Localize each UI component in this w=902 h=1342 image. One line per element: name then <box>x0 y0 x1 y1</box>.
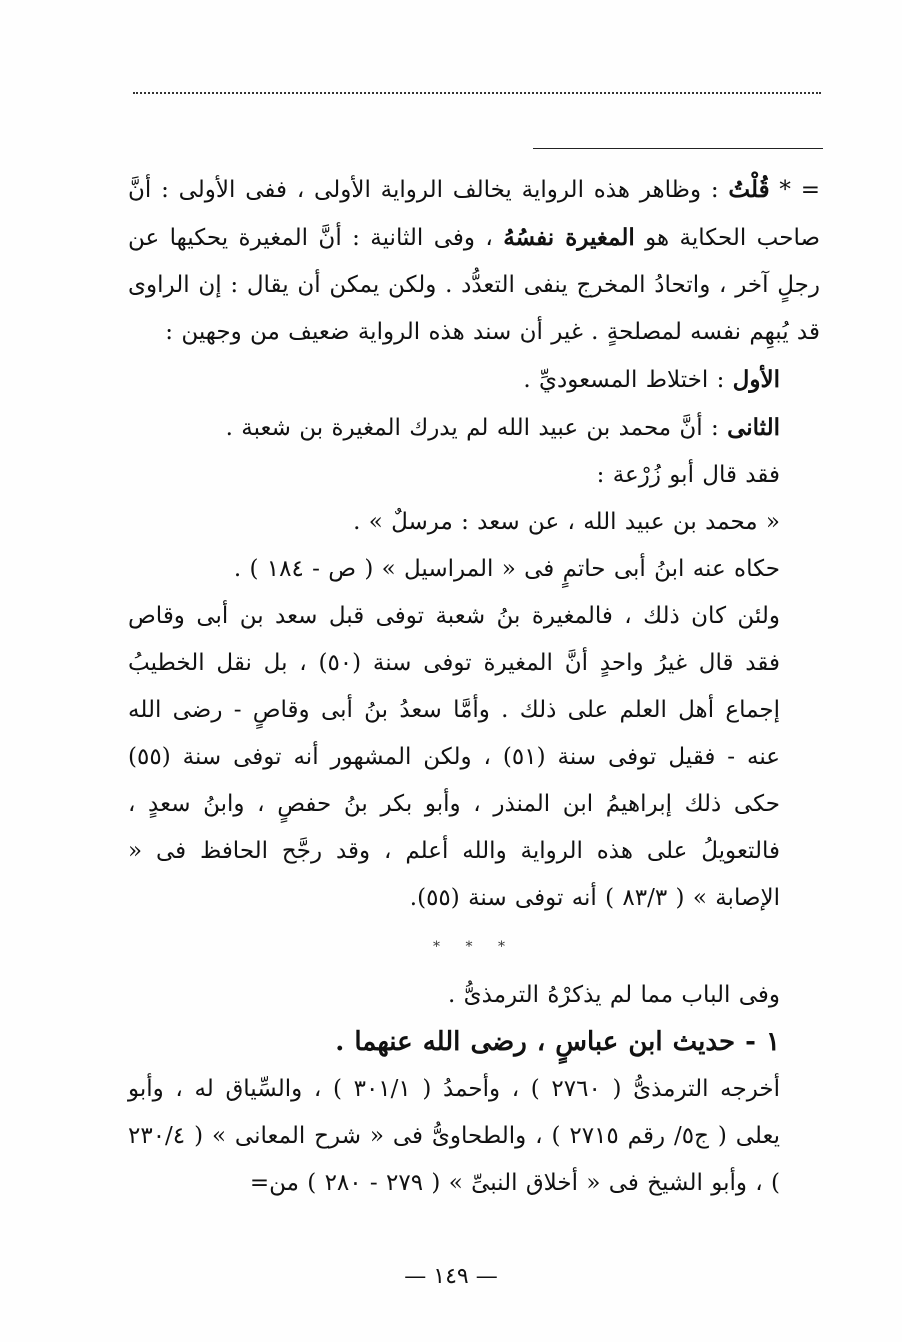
header-dotted-line <box>133 92 821 94</box>
hadith-heading: ١ - حديث ابن عباسٍ ، رضى الله عنهما . <box>335 1027 780 1057</box>
paragraph-walain: ولئن كان ذلك ، فالمغيرة بنُ شعبة توفى قبل سعد بن أبى وقاص فقد قال غيرُ واحدٍ أنَّ المغيرة توفى سنة (٥٠) ، بل نقل الخطيبُ إجماع أهل العلم على ذلك . وأمَّا سعدُ بنُ أبى وقاصٍ - رضى الله عنه - فقيل توفى سنة (٥١) ، ولكن المشهور أنه توفى سنة (٥٥) حكى ذلك إبراهيمُ ابن المنذر ، وأبو بكر بنُ حفصٍ ، وابنُ سعدٍ ، فالتعويلُ على هذه الرواية والله أعلم ، وقد رجَّح الحافظ فى « الإصابة » ( ٨٣/٣ ) أنه توفى سنة (٥٥). <box>128 603 780 911</box>
footnote-rule <box>533 148 823 149</box>
paragraph-takhrij: أخرجه الترمذىُّ ( ٢٧٦٠ ) ، وأحمدُ ( ٣٠١/١ ) ، والسِّياق له ، وأبو يعلى ( ج٥/ رقم ٢٧١٥ ) ، والطحاوىُّ فى « شرح المعانى » ( ٢٣٠/٤ ) ، وأبو الشيخ فى « أخلاق النبىِّ » ( ٢٧٩ - ٢٨٠ ) من= <box>128 1076 781 1196</box>
abu-zura-line: فقد قال أبو زُرْعة : <box>596 462 780 488</box>
paragraph-first <box>128 356 820 404</box>
mughira-self: المغيرة نفسُهُ <box>503 224 635 251</box>
second-text: : أنَّ محمد بن عبيد الله لم يدرك المغيرة بن شعبة . <box>225 415 728 441</box>
footnote-continuation-mark: = * <box>769 177 820 203</box>
page-number: — ١٤٩ — <box>404 1264 498 1289</box>
paragraph-second <box>128 404 820 452</box>
body-text <box>128 166 820 1207</box>
para1-text-a: : وظاهر هذه الرواية يخالف الرواية الأولى ، ففى الأولى : أنَّ صاحب الحكاية هو <box>128 177 820 251</box>
ibn-abi-hatim-line: حكاه عنه ابنُ أبى حاتمٍ فى « المراسيل » ( ص - ١٨٤ ) . <box>233 556 780 582</box>
qultu-label: قُلْتُ <box>728 176 770 203</box>
section-separator: * * * <box>433 939 515 955</box>
first-text: : اختلاط المسعوديِّ . <box>523 367 733 393</box>
first-label: الأول <box>732 366 780 393</box>
fil-bab-line: وفى الباب مما لم يذكرْهُ الترمذىُّ . <box>448 982 780 1008</box>
paragraph-qultu <box>128 166 820 356</box>
para1-text-b: ، وفى الثانية : أنَّ المغيرة يحكيها عن رجلٍ آخر ، واتحادُ المخرج ينفى التعدُّد . ولكن يمكن أن يقال : إن الراوى قد يُبهِم نفسه لمصلحةٍ . غير أن سند هذه الرواية ضعيف من وجهين : <box>128 225 820 345</box>
second-label: الثانى <box>727 414 780 441</box>
quote-line: « محمد بن عبيد الله ، عن سعد : مرسلٌ » . <box>353 509 780 535</box>
